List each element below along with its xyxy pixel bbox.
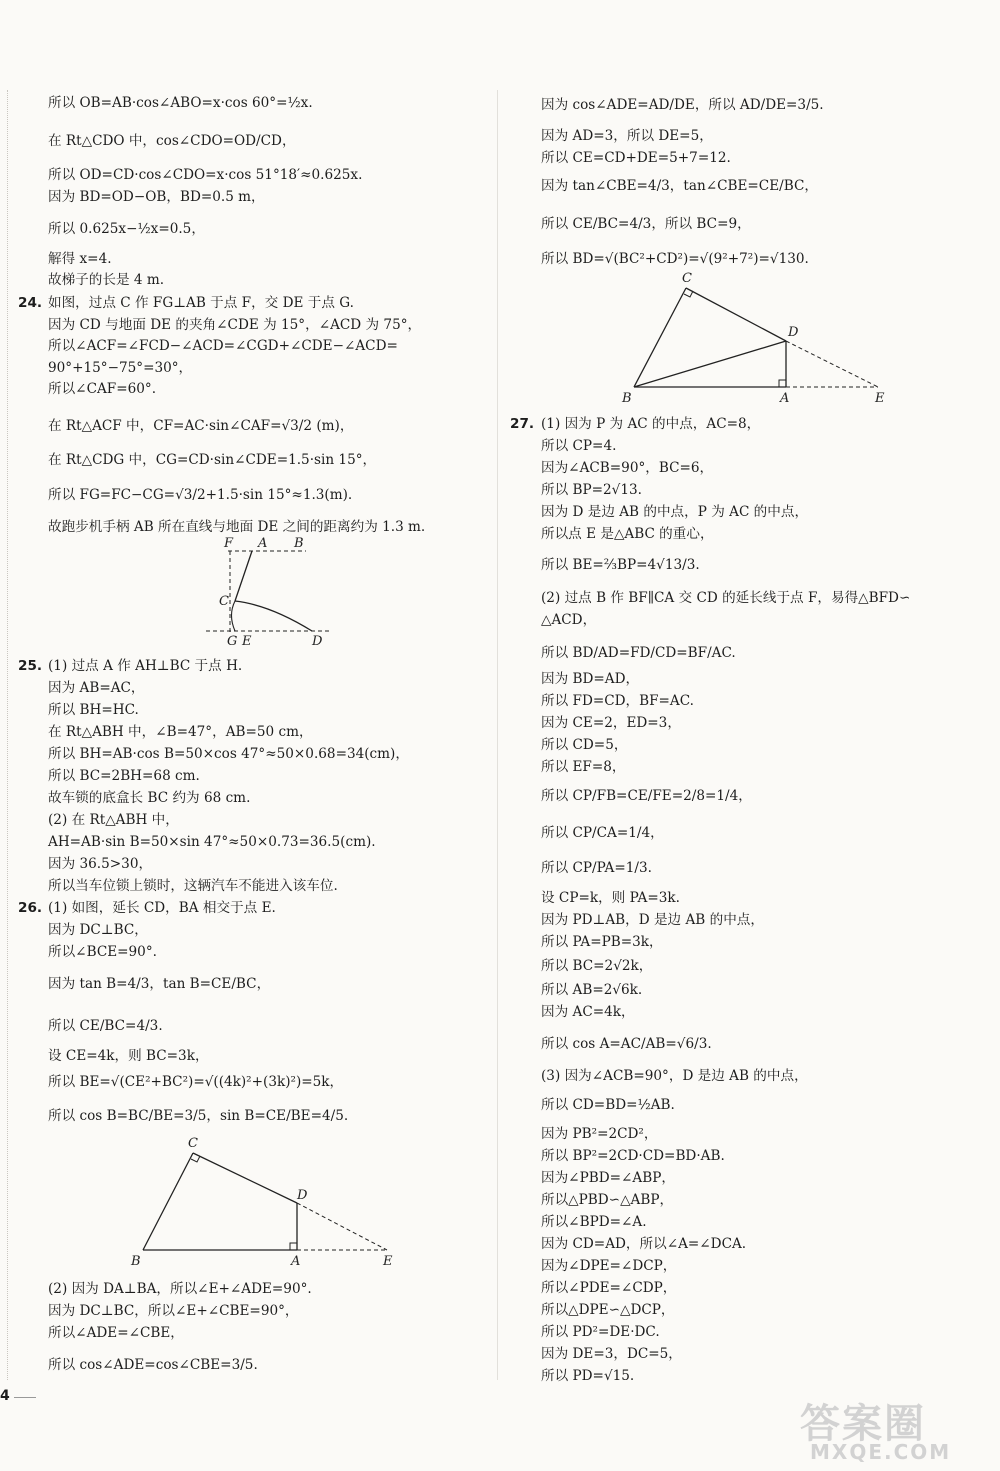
text-line: 所以 CE=CD+DE=5+7=12.	[541, 150, 731, 166]
text-line: 所以 EF=8，	[541, 759, 626, 775]
text-line: AH=AB·sin B=50×sin 47°≈50×0.73=36.5(cm).	[48, 834, 376, 850]
text-line: 所以 BC=2√2k，	[541, 958, 653, 974]
text-line: 所以∠ADE=∠CBE，	[48, 1325, 184, 1341]
fig24-label: E	[242, 634, 252, 649]
text-line: 因为 AC=4k，	[541, 1004, 635, 1020]
text-line: 因为 BD=AD，	[541, 671, 640, 687]
text-line: (1) 过点 A 作 AH⊥BC 于点 H.	[48, 658, 243, 674]
figure-24	[200, 535, 340, 650]
text-line: (2) 因为 DA⊥BA，所以∠E+∠ADE=90°.	[48, 1281, 312, 1297]
text-line: 因为 DE=3，DC=5，	[541, 1346, 682, 1362]
text-line: 所以 AB=2√6k.	[541, 982, 643, 998]
text-line: (1) 如图，延长 CD，BA 相交于点 E.	[48, 900, 276, 916]
text-line: 所以 BE=⅔BP=4√13/3.	[541, 557, 700, 573]
text-line: 所以 BD=√(BC²+CD²)=√(9²+7²)=√130.	[541, 251, 809, 267]
text-line: △ACD，	[541, 612, 597, 628]
fig26b-label: A	[780, 391, 790, 406]
text-line: 所以 BP²=2CD·CD=BD·AB.	[541, 1148, 725, 1164]
fig24-label: B	[294, 536, 304, 551]
text-line: 所以 CE/BC=4/3，所以 BC=9，	[541, 216, 751, 232]
column-divider	[497, 90, 498, 1380]
watermark-title: 答案圈	[800, 1401, 926, 1447]
question-number: 24.	[18, 295, 43, 311]
fig26b-label: E	[875, 391, 885, 406]
text-line: 在 Rt△ABH 中，∠B=47°，AB=50 cm，	[48, 724, 313, 740]
text-line: (2) 在 Rt△ABH 中，	[48, 812, 179, 828]
text-line: 所以 OB=AB·cos∠ABO=x·cos 60°=½x.	[48, 95, 313, 111]
text-line: 所以∠BCE=90°.	[48, 944, 157, 960]
text-line: 因为 CD=AD，所以∠A=∠DCA.	[541, 1236, 747, 1252]
text-line: 所以 CP/PA=1/3.	[541, 860, 652, 876]
text-line: 所以 OD=CD·cos∠CDO=x·cos 51°18′≈0.625x.	[48, 167, 363, 183]
fig26b-label: C	[682, 271, 692, 286]
text-line: 故车锁的底盒长 BC 约为 68 cm.	[48, 790, 251, 806]
fig26b-label: D	[788, 325, 799, 340]
text-line: 在 Rt△ACF 中，CF=AC·sin∠CAF=√3/2 (m)，	[48, 418, 354, 434]
text-line: 所以△DPE∽△DCP，	[541, 1302, 675, 1318]
text-line: 因为 CE=2，ED=3，	[541, 715, 681, 731]
text-line: 因为 BD=OD−OB，BD=0.5 m，	[48, 189, 265, 205]
text-line: 所以当车位锁上锁时，这辆汽车不能进入该车位.	[48, 878, 338, 894]
text-line: 所以 BE=√(CE²+BC²)=√((4k)²+(3k)²)=5k，	[48, 1074, 344, 1090]
text-line: 因为 36.5>30，	[48, 856, 153, 872]
text-line: 故跑步机手柄 AB 所在直线与地面 DE 之间的距离约为 1.3 m.	[48, 519, 426, 535]
text-line: 所以点 E 是△ABC 的重心，	[541, 526, 714, 542]
fig24-label: D	[312, 634, 323, 649]
text-line: 如图，过点 C 作 FG⊥AB 于点 F，交 DE 于点 G.	[48, 295, 354, 311]
text-line: 在 Rt△CDO 中，cos∠CDO=OD/CD，	[48, 133, 296, 149]
fig26b-label: B	[622, 391, 632, 406]
text-line: 所以∠ACF=∠FCD−∠ACD=∠CGD+∠CDE−∠ACD=	[48, 338, 398, 354]
fig26-label: B	[131, 1254, 141, 1269]
text-line: 所以 CP/FB=CE/FE=2/8=1/4，	[541, 788, 752, 804]
text-line: 因为∠ACB=90°，BC=6，	[541, 460, 714, 476]
text-line: 所以 BH=AB·cos B=50×cos 47°≈50×0.68=34(cm)，	[48, 746, 409, 762]
text-line: 所以 CP=4.	[541, 438, 617, 454]
text-line: (2) 过点 B 作 BF∥CA 交 CD 的延长线于点 F，易得△BFD∽	[541, 590, 911, 606]
text-line: 所以 CP/CA=1/4，	[541, 825, 664, 841]
text-line: 所以 CD=BD=½AB.	[541, 1097, 675, 1113]
question-number: 25.	[18, 658, 43, 674]
text-line: (3) 因为∠ACB=90°，D 是边 AB 的中点，	[541, 1068, 808, 1084]
text-line: 因为 CD 与地面 DE 的夹角∠CDE 为 15°，∠ACD 为 75°，	[48, 317, 422, 333]
text-line: (1) 因为 P 为 AC 的中点，AC=8，	[541, 416, 761, 432]
text-line: 解得 x=4.	[48, 251, 112, 267]
text-line: 因为 AB=AC，	[48, 680, 145, 696]
text-line: 因为∠PBD=∠ABP，	[541, 1170, 675, 1186]
text-line: 所以 PD=√15.	[541, 1368, 635, 1384]
text-line: 所以 cos B=BC/BE=3/5，sin B=CE/BE=4/5.	[48, 1108, 349, 1124]
text-line: 所以∠BPD=∠A.	[541, 1214, 647, 1230]
text-line: 因为∠DPE=∠DCP，	[541, 1258, 677, 1274]
fig24-label: A	[258, 536, 268, 551]
text-line: 所以∠PDE=∠CDP，	[541, 1280, 677, 1296]
text-line: 因为 DC⊥BC，	[48, 922, 148, 938]
question-number: 27.	[510, 416, 535, 432]
text-line: 因为 PB²=2CD²，	[541, 1126, 658, 1142]
page-number-rule	[14, 1397, 36, 1398]
question-number: 26.	[18, 900, 43, 916]
text-line: 所以∠CAF=60°.	[48, 381, 157, 397]
text-line: 所以 BP=2√13.	[541, 482, 642, 498]
fig26-label: D	[297, 1188, 308, 1203]
text-line: 所以 cos A=AC/AB=√6/3.	[541, 1036, 712, 1052]
fig24-label: G	[227, 634, 238, 649]
fig26-label: A	[291, 1254, 301, 1269]
left-margin-rule	[7, 90, 9, 1380]
text-line: 因为 AD=3，所以 DE=5，	[541, 128, 713, 144]
fig26-label: E	[383, 1254, 393, 1269]
text-line: 所以 PA=PB=3k，	[541, 934, 663, 950]
text-line: 所以 FD=CD，BF=AC.	[541, 693, 694, 709]
text-line: 所以 0.625x−½x=0.5，	[48, 221, 205, 237]
fig24-label: F	[224, 536, 234, 551]
text-line: 设 CP=k，则 PA=3k.	[541, 890, 680, 906]
text-line: 因为 D 是边 AB 的中点，P 为 AC 的中点，	[541, 504, 809, 520]
text-line: 故梯子的长是 4 m.	[48, 272, 165, 288]
text-line: 因为 tan∠CBE=4/3，tan∠CBE=CE/BC，	[541, 178, 818, 194]
watermark-url: MXQE.COM	[810, 1440, 952, 1464]
figure-26-left	[125, 1133, 400, 1273]
text-line: 所以 CE/BC=4/3.	[48, 1018, 163, 1034]
text-line: 因为 DC⊥BC，所以∠E+∠CBE=90°，	[48, 1303, 299, 1319]
text-line: 所以 BH=HC.	[48, 702, 139, 718]
text-line: 所以 FG=FC−CG=√3/2+1.5·sin 15°≈1.3(m).	[48, 487, 353, 503]
text-line: 所以 PD²=DE·DC.	[541, 1324, 660, 1340]
fig24-label: C	[219, 594, 229, 609]
text-line: 因为 tan B=4/3，tan B=CE/BC，	[48, 976, 271, 992]
text-line: 所以 BC=2BH=68 cm.	[48, 768, 200, 784]
fig26-label: C	[188, 1136, 198, 1151]
text-line: 所以△PBD∽△ABP，	[541, 1192, 674, 1208]
text-line: 所以 CD=5，	[541, 737, 628, 753]
page-number: 4	[0, 1388, 10, 1404]
text-line: 所以 cos∠ADE=cos∠CBE=3/5.	[48, 1357, 258, 1373]
text-line: 设 CE=4k，则 BC=3k，	[48, 1048, 209, 1064]
text-line: 因为 PD⊥AB，D 是边 AB 的中点，	[541, 912, 764, 928]
text-line: 90°+15°−75°=30°，	[48, 360, 193, 376]
text-line: 因为 cos∠ADE=AD/DE，所以 AD/DE=3/5.	[541, 97, 824, 113]
text-line: 在 Rt△CDG 中，CG=CD·sin∠CDE=1.5·sin 15°，	[48, 452, 377, 468]
text-line: 所以 BD/AD=FD/CD=BF/AC.	[541, 645, 736, 661]
figure-26-right	[620, 268, 895, 408]
